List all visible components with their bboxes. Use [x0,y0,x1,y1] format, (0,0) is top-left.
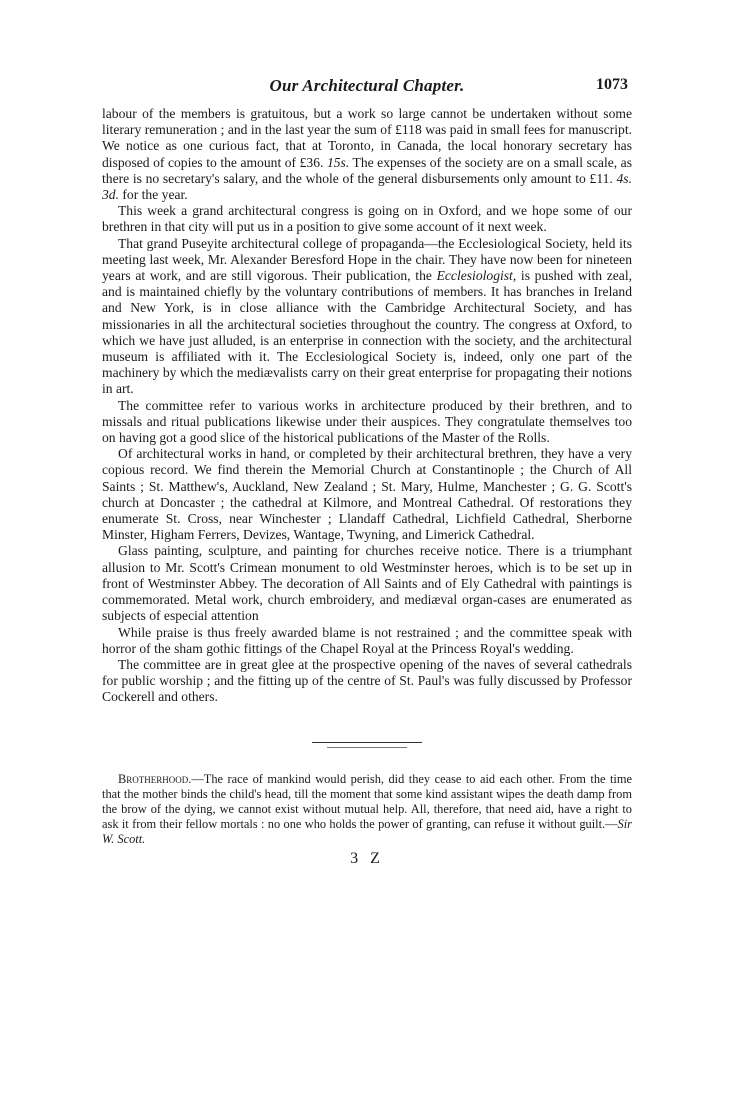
article-paragraph [102,446,632,543]
article-paragraph [102,398,632,447]
paragraph-text: The committee refer to various works in architecture produced by their brethren, and to missals and ritual publications likewise under their auspices. They congratulate themselves too on having got a good slice of the historical publications of the Master of the Rolls. [102,397,632,446]
page-number: 1073 [596,76,628,93]
running-head [102,76,632,100]
footnote [102,772,632,848]
paragraph-text: Of architectural works in hand, or completed by their architectural brethren, they have a very copious record. We find therein the Memorial Church at Constantinople ; the Church of All Saints ; St. Matthew's, Auckland, New Zealand ; St. Mary, Hulme, Manchester ; G. G. Scott's church at Doncaster ; the cathedral at Kilmore, and Montreal Cathedral. Of restorations they enumerate St. Cross, near Winchester ; Llandaff Cathedral, Lichfield Cathedral, Sherborne Minster, Higham Ferrers, Devizes, Wantage, Twyning, and Limerick Cathedral. [102,446,632,543]
article-paragraph [102,203,632,235]
section-divider-lower [327,747,407,748]
paragraph-text: While praise is thus freely awarded blame is not restrained ; and the committee speak with horror of the sham gothic fittings of the Chapel Royal at the Princess Royal's wedding. [102,624,632,656]
article-paragraph [102,236,632,398]
printer-signature: 3 Z [350,849,384,867]
paragraph-text: That grand Puseyite architectural college of propaganda—the Ecclesiological Society, held its meeting last week, Mr. Alexander Beresford Hope in the chair. They have now been for nineteen years at work, and are still vigorous. Their publication, the [102,235,632,284]
paragraph-text: for the year. [119,187,188,203]
article-paragraph [102,106,632,203]
paragraph-text: This week a grand architectural congress is going on in Oxford, and we hope some of our brethren in that city will put us in a position to give some account of it next week. [102,203,632,235]
paragraph-text: The committee are in great glee at the prospective opening of the naves of several cathedrals for public worship ; and the fitting up of the centre of St. Paul's was fully discussed by Professor Cockerell and others. [102,656,632,705]
article-paragraph [102,625,632,657]
italic-text: 4s. 3d. [102,170,632,203]
section-divider [312,742,422,743]
italic-text: 15s. [326,154,350,170]
page [102,76,632,868]
running-title: Our Architectural Chapter. [269,76,465,95]
footnote-heading: Brotherhood. [118,771,192,786]
footnote-paragraph [102,772,632,848]
paragraph-text: labour of the members is gratuitous, but a work so large cannot be undertaken without some literary remuneration ; and in the last year the sum of £118 was paid in small fees for manuscript. We notice as one curious fact, that at Toronto, in Canada, the local honorary secretary has disposed of copies to the amount of £36. [102,106,632,170]
paragraph-text: Glass painting, sculpture, and painting for churches receive notice. There is a triumphant allusion to Mr. Scott's Crimean monument to old Westminster heroes, which is to be set up in front of Westminster Abbey. The decoration of All Saints and of Ely Cathedral with paintings is commemorated. Metal work, church embroidery, and mediæval organ-cases are enumerated as subjects of especial attention [102,543,632,624]
paragraph-text: The expenses of the society are on a small scale, as there is no secretary's salary, and the whole of the general disbursements only amount to £11. [102,154,633,186]
article-body [102,106,632,706]
italic-text: Ecclesiologist, [436,268,517,284]
footnote-text: —The race of mankind would perish, did they cease to aid each other. From the time that the mother binds the child's head, till the moment that some kind assistant wipes the death damp from the brow of the dying, we cannot exist without mutual help. All, therefore, that need aid, have a right to ask it from their fellow mortals : no one who holds the power of granting, can refuse it without guilt.— [102,771,632,832]
paragraph-text: is pushed with zeal, and is maintained chiefly by the voluntary contributions of members. It has branches in Ireland and New York, is in close alliance with the Cambridge Architectural Society, and has missionaries in all the architectural societies throughout the country. The congress at Oxford, to which we have just alluded, is an enterprise in connection with the society, and the architectural museum is affiliated with it. The Ecclesiological Society is, indeed, only one part of the machinery by which the mediævalists carry on their great enterprise for propagating their notions in art. [102,268,632,397]
article-paragraph [102,543,632,624]
footnote-attribution: Sir W. Scott. [102,817,632,847]
article-paragraph [102,657,632,706]
